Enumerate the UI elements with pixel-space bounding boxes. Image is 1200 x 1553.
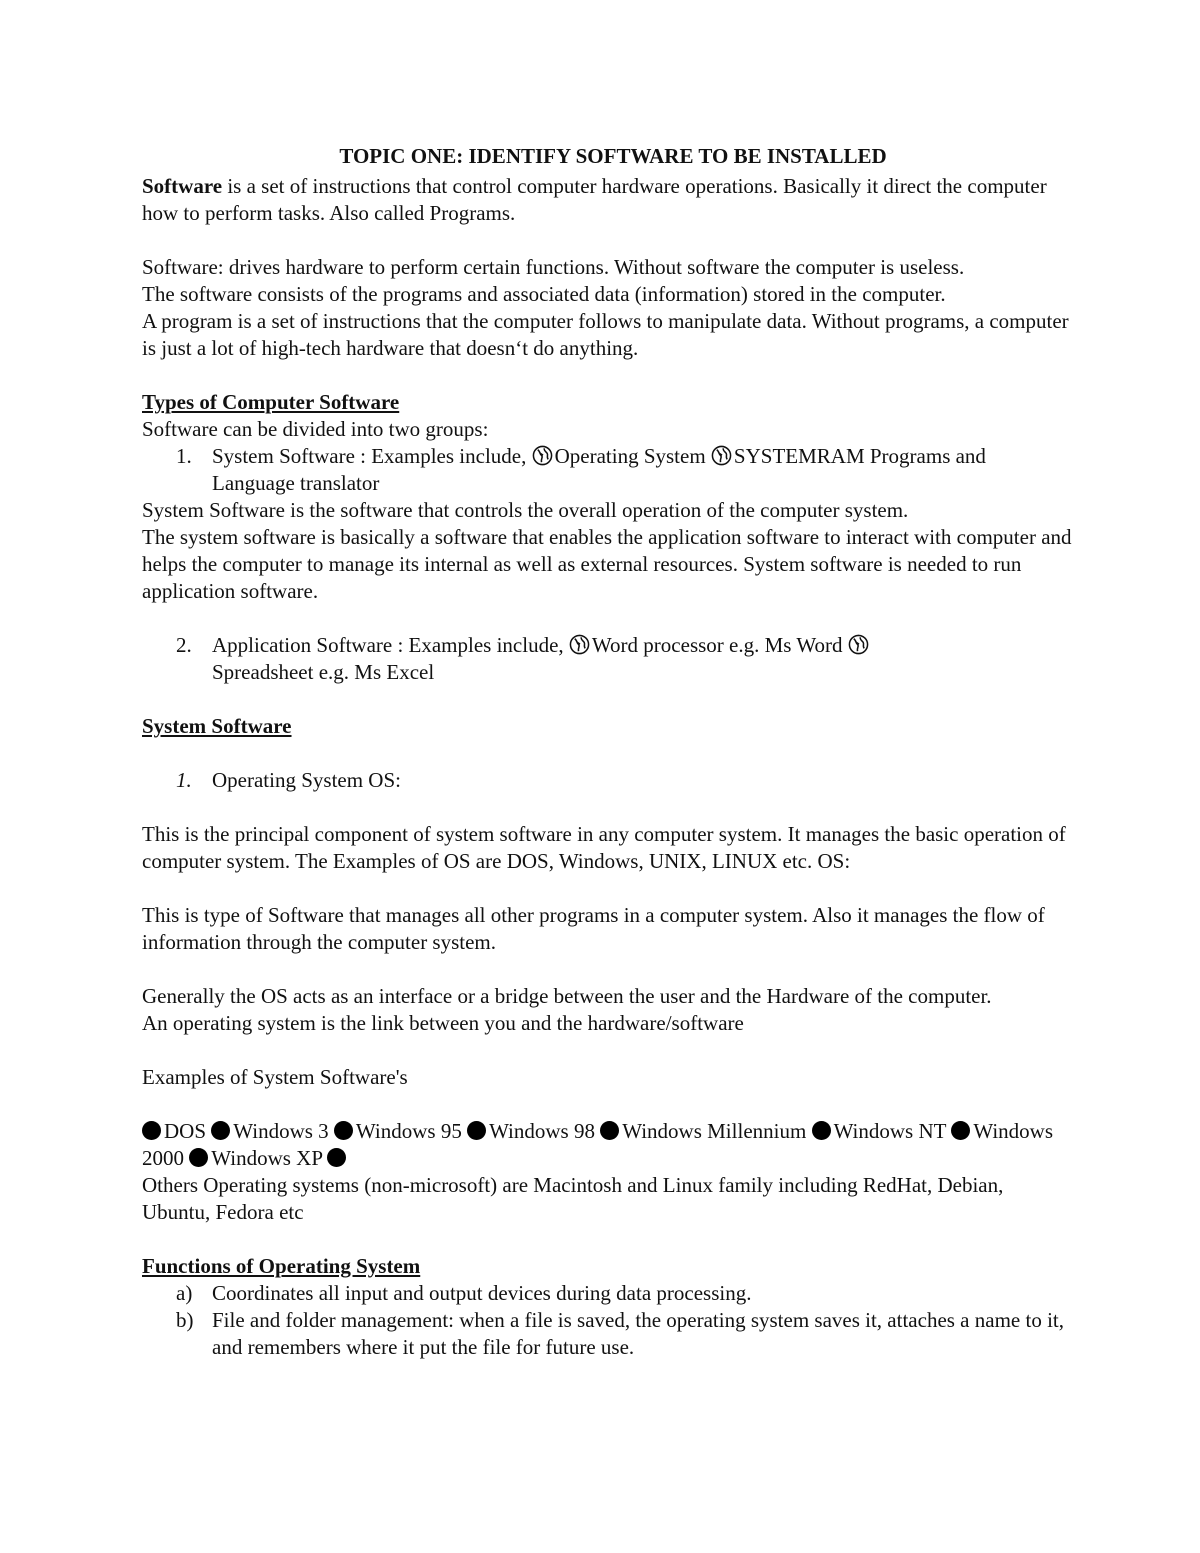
list-marker: 1. [176, 768, 192, 792]
paragraph-software-consists: The software consists of the programs and associated data (information) stored in the computer. [142, 282, 946, 306]
globe-icon [848, 634, 869, 655]
example-item: DOS [164, 1119, 212, 1143]
intro-text: is a set of instructions that control computer hardware operations. Basically it direct the computer how to perform tasks. Also called Programs. [142, 174, 1047, 225]
software-types-list-1 [142, 443, 1072, 497]
software-types-list-2 [142, 632, 1072, 686]
list-item-text: Word processor e.g. Ms Word [591, 633, 848, 657]
document-title: TOPIC ONE: IDENTIFY SOFTWARE TO BE INSTALLED [339, 144, 887, 168]
bullet-dot-icon [467, 1121, 486, 1140]
bullet-dot-icon [334, 1121, 353, 1140]
globe-icon [532, 445, 553, 466]
list-item-text: System Software : Examples include, [212, 444, 532, 468]
types-intro: Software can be divided into two groups: [142, 417, 489, 441]
example-item: Windows 2000 [142, 1119, 1053, 1170]
paragraph-software-drives: Software: drives hardware to perform certain functions. Without software the computer is useless. [142, 255, 965, 279]
heading-types-of-software: Types of Computer Software [142, 390, 400, 414]
intro-bold-term: Software [142, 174, 223, 198]
intro-paragraph [142, 173, 1072, 227]
list-marker: 2. [176, 633, 192, 657]
heading-system-software: System Software [142, 714, 292, 738]
example-item: Windows 95 [355, 1119, 468, 1143]
bullet-dot-icon [600, 1121, 619, 1140]
os-paragraph-3: Generally the OS acts as an interface or a bridge between the user and the Hardware of the computer. [142, 984, 992, 1008]
document-page [142, 140, 1072, 1361]
example-item: Windows 98 [489, 1119, 601, 1143]
list-item-text: Operating System OS: [212, 768, 401, 792]
bullet-dot-icon [189, 1148, 208, 1167]
list-item-text: Application Software : Examples include, [212, 633, 569, 657]
bullet-dot-icon [812, 1121, 831, 1140]
list-item-function [142, 1307, 1072, 1361]
bullet-dot-icon [327, 1148, 346, 1167]
examples-list [142, 1118, 1072, 1172]
list-item-text: SYSTEMRAM Programs and Language translator [212, 444, 986, 495]
list-marker: a) [176, 1281, 193, 1305]
system-software-description-2: The system software is basically a software that enables the application software to interact with computer and helps the computer to manage its internal as well as external resources. System software is needed to run application software. [142, 525, 1072, 603]
list-item-text: Operating System [554, 444, 711, 468]
paragraph-program-definition: A program is a set of instructions that the computer follows to manipulate data. Without programs, a computer is just a lot of high-tech hardware that doesn‘t do anything. [142, 309, 1069, 360]
os-paragraph-4: An operating system is the link between you and the hardware/software [142, 1011, 744, 1035]
bullet-dot-icon [211, 1121, 230, 1140]
example-item: Windows Millennium [622, 1119, 812, 1143]
system-software-description-1: System Software is the software that controls the overall operation of the computer system. [142, 498, 909, 522]
others-os-paragraph: Others Operating systems (non-microsoft) are Macintosh and Linux family including RedHat, Debian, Ubuntu, Fedora etc [142, 1173, 1004, 1224]
globe-icon [711, 445, 732, 466]
list-item-application-software [142, 632, 1072, 686]
list-item-system-software [142, 443, 1072, 497]
list-item-operating-system [142, 767, 1072, 794]
globe-icon [569, 634, 590, 655]
list-item-text: Coordinates all input and output devices during data processing. [212, 1281, 752, 1305]
list-item-function [142, 1280, 1072, 1307]
list-item-text: Spreadsheet e.g. Ms Excel [212, 660, 435, 684]
list-item-text: File and folder management: when a file is saved, the operating system saves it, attaches a name to it, and remembers where it put the file for future use. [212, 1308, 1064, 1359]
bullet-dot-icon [142, 1121, 161, 1140]
list-marker: 1. [176, 444, 192, 468]
bullet-dot-icon [951, 1121, 970, 1140]
examples-heading: Examples of System Software's [142, 1065, 408, 1089]
os-list [142, 767, 1072, 794]
functions-list [142, 1280, 1072, 1361]
heading-functions-of-os: Functions of Operating System [142, 1254, 421, 1278]
os-paragraph-1: This is the principal component of system software in any computer system. It manages the basic operation of computer system. The Examples of OS are DOS, Windows, UNIX, LINUX etc. OS: [142, 822, 1066, 873]
example-item: Windows 3 [233, 1119, 334, 1143]
os-paragraph-2: This is type of Software that manages all other programs in a computer system. Also it manages the flow of information through the computer system. [142, 903, 1045, 954]
example-item: Windows NT [833, 1119, 952, 1143]
list-marker: b) [176, 1308, 194, 1332]
example-item: Windows XP [211, 1146, 328, 1170]
